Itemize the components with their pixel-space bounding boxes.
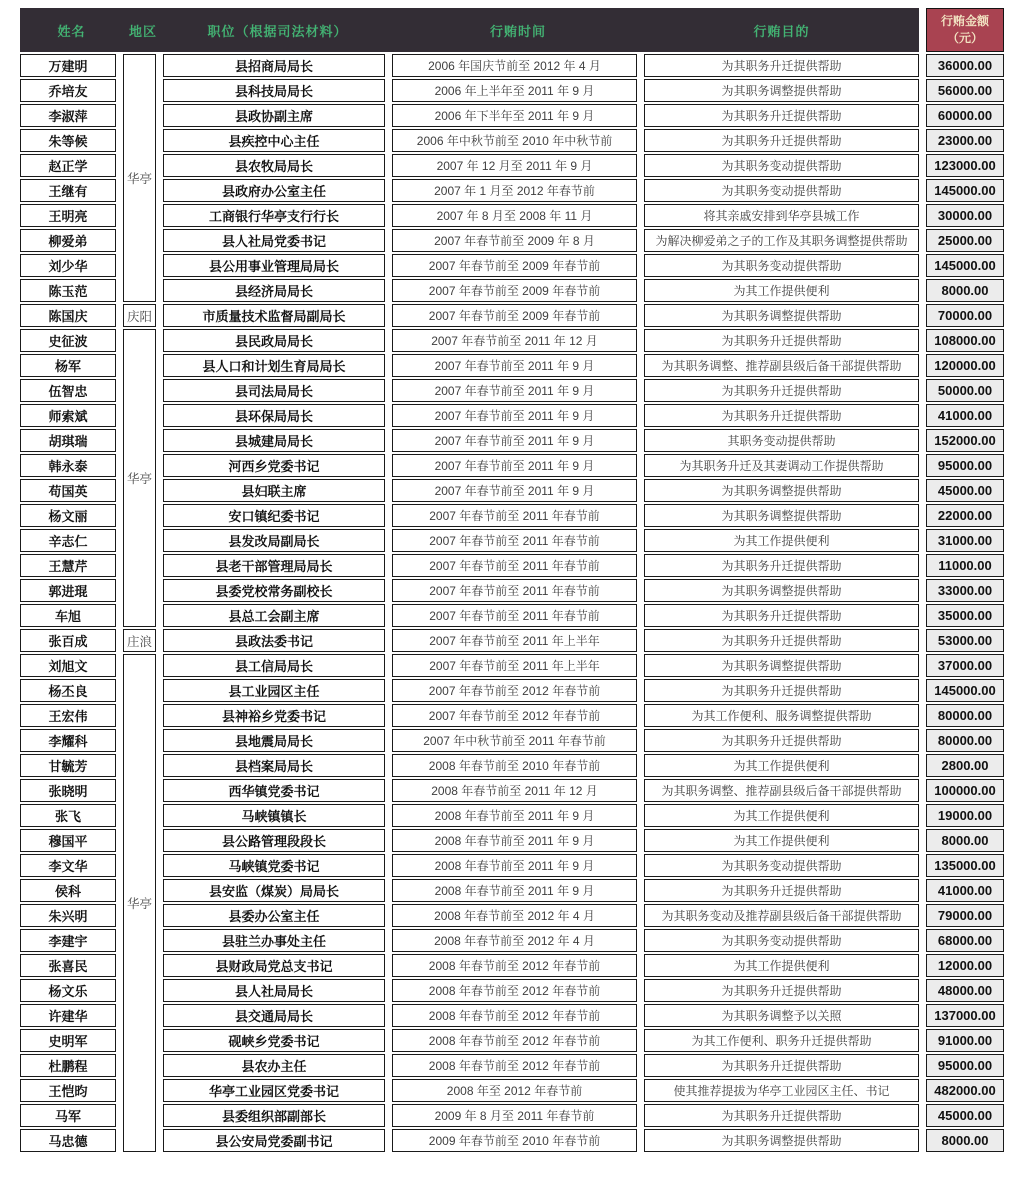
position-cell: 县人口和计划生育局局长 <box>163 354 385 377</box>
purpose-cell: 为解决柳爱弟之子的工作及其职务调整提供帮助 <box>644 229 919 252</box>
position-cell: 县人社局党委书记 <box>163 229 385 252</box>
time-cell: 2008 年春节前至 2011 年 9 月 <box>392 829 637 852</box>
position-cell: 县档案局局长 <box>163 754 385 777</box>
name-cell: 刘少华 <box>20 254 116 277</box>
name-cell: 李淑萍 <box>20 104 116 127</box>
bribery-table <box>20 8 1004 1152</box>
name-cell: 甘毓芳 <box>20 754 116 777</box>
amount-cell: 45000.00 <box>926 479 1004 502</box>
amount-cell: 33000.00 <box>926 579 1004 602</box>
name-cell: 张晓明 <box>20 779 116 802</box>
purpose-cell: 为其工作提供便利 <box>644 829 919 852</box>
purpose-cell: 为其职务变动提供帮助 <box>644 854 919 877</box>
name-cell: 苟国英 <box>20 479 116 502</box>
purpose-cell: 为其职务升迁提供帮助 <box>644 979 919 1002</box>
amount-cell: 2800.00 <box>926 754 1004 777</box>
amount-cell: 8000.00 <box>926 829 1004 852</box>
amount-cell: 123000.00 <box>926 154 1004 177</box>
amount-cell: 35000.00 <box>926 604 1004 627</box>
purpose-cell: 为其职务升迁提供帮助 <box>644 604 919 627</box>
amount-cell: 41000.00 <box>926 879 1004 902</box>
purpose-cell: 为其工作便利、服务调整提供帮助 <box>644 704 919 727</box>
amount-cell: 12000.00 <box>926 954 1004 977</box>
time-cell: 2007 年 1 月至 2012 年春节前 <box>392 179 637 202</box>
amount-cell: 56000.00 <box>926 79 1004 102</box>
time-cell: 2008 年春节前至 2012 年春节前 <box>392 954 637 977</box>
time-cell: 2008 年春节前至 2011 年 9 月 <box>392 804 637 827</box>
name-cell: 杨军 <box>20 354 116 377</box>
name-cell: 史征波 <box>20 329 116 352</box>
amount-cell: 8000.00 <box>926 279 1004 302</box>
time-cell: 2008 年春节前至 2012 年春节前 <box>392 1004 637 1027</box>
position-cell: 县政协副主席 <box>163 104 385 127</box>
region-cell: 华亭 <box>123 654 156 1152</box>
amount-cell: 80000.00 <box>926 704 1004 727</box>
name-cell: 李耀科 <box>20 729 116 752</box>
time-cell: 2008 年春节前至 2010 年春节前 <box>392 754 637 777</box>
table-header-bar <box>20 8 919 52</box>
amount-cell: 45000.00 <box>926 1104 1004 1127</box>
position-cell: 县疾控中心主任 <box>163 129 385 152</box>
name-cell: 郭进琨 <box>20 579 116 602</box>
purpose-cell: 为其职务变动及推荐副县级后备干部提供帮助 <box>644 904 919 927</box>
position-cell: 工商银行华亭支行行长 <box>163 204 385 227</box>
position-cell: 河西乡党委书记 <box>163 454 385 477</box>
purpose-cell: 使其推荐提拔为华亭工业园区主任、书记 <box>644 1079 919 1102</box>
purpose-cell: 为其职务调整、推荐副县级后备干部提供帮助 <box>644 779 919 802</box>
name-cell: 杨丕良 <box>20 679 116 702</box>
amount-cell: 91000.00 <box>926 1029 1004 1052</box>
amount-cell: 50000.00 <box>926 379 1004 402</box>
name-cell: 穆国平 <box>20 829 116 852</box>
purpose-cell: 为其职务升迁及其妻调动工作提供帮助 <box>644 454 919 477</box>
purpose-cell: 为其职务升迁提供帮助 <box>644 554 919 577</box>
position-cell: 安口镇纪委书记 <box>163 504 385 527</box>
purpose-cell: 为其职务变动提供帮助 <box>644 929 919 952</box>
time-cell: 2007 年春节前至 2011 年 9 月 <box>392 429 637 452</box>
column-header-name: 姓名 <box>57 23 86 39</box>
amount-cell: 53000.00 <box>926 629 1004 652</box>
purpose-cell: 为其职务升迁提供帮助 <box>644 1104 919 1127</box>
time-cell: 2007 年 12 月至 2011 年 9 月 <box>392 154 637 177</box>
position-cell: 县神裕乡党委书记 <box>163 704 385 727</box>
purpose-cell: 其职务变动提供帮助 <box>644 429 919 452</box>
time-cell: 2008 年春节前至 2011 年 9 月 <box>392 879 637 902</box>
time-cell: 2007 年春节前至 2011 年 9 月 <box>392 454 637 477</box>
amount-cell: 60000.00 <box>926 104 1004 127</box>
position-cell: 县地震局局长 <box>163 729 385 752</box>
time-cell: 2009 年 8 月至 2011 年春节前 <box>392 1104 637 1127</box>
name-cell: 王明亮 <box>20 204 116 227</box>
purpose-cell: 为其职务升迁提供帮助 <box>644 629 919 652</box>
region-cell: 华亭 <box>123 54 156 302</box>
time-cell: 2007 年春节前至 2009 年春节前 <box>392 304 637 327</box>
position-cell: 县政法委书记 <box>163 629 385 652</box>
purpose-cell: 为其职务调整提供帮助 <box>644 504 919 527</box>
name-cell: 柳爱弟 <box>20 229 116 252</box>
purpose-cell: 为其职务调整、推荐副县级后备干部提供帮助 <box>644 354 919 377</box>
amount-cell: 95000.00 <box>926 454 1004 477</box>
name-cell: 史明军 <box>20 1029 116 1052</box>
amount-cell: 95000.00 <box>926 1054 1004 1077</box>
position-cell: 市质量技术监督局副局长 <box>163 304 385 327</box>
purpose-cell: 为其工作提供便利 <box>644 804 919 827</box>
name-cell: 杨文丽 <box>20 504 116 527</box>
amount-cell: 79000.00 <box>926 904 1004 927</box>
position-cell: 县农办主任 <box>163 1054 385 1077</box>
name-cell: 辛志仁 <box>20 529 116 552</box>
name-cell: 张喜民 <box>20 954 116 977</box>
time-cell: 2007 年春节前至 2012 年春节前 <box>392 679 637 702</box>
time-cell: 2007 年春节前至 2011 年春节前 <box>392 604 637 627</box>
time-cell: 2008 年春节前至 2012 年春节前 <box>392 1029 637 1052</box>
position-cell: 西华镇党委书记 <box>163 779 385 802</box>
time-cell: 2008 年春节前至 2012 年 4 月 <box>392 929 637 952</box>
name-cell: 张飞 <box>20 804 116 827</box>
name-cell: 胡琪瑞 <box>20 429 116 452</box>
name-cell: 侯科 <box>20 879 116 902</box>
position-cell: 县委党校常务副校长 <box>163 579 385 602</box>
amount-cell: 135000.00 <box>926 854 1004 877</box>
amount-cell: 25000.00 <box>926 229 1004 252</box>
amount-cell: 41000.00 <box>926 404 1004 427</box>
name-cell: 陈国庆 <box>20 304 116 327</box>
time-cell: 2007 年春节前至 2011 年 9 月 <box>392 354 637 377</box>
name-cell: 王恺昀 <box>20 1079 116 1102</box>
name-cell: 伍智忠 <box>20 379 116 402</box>
name-cell: 乔培友 <box>20 79 116 102</box>
time-cell: 2007 年春节前至 2012 年春节前 <box>392 704 637 727</box>
purpose-cell: 为其职务升迁提供帮助 <box>644 329 919 352</box>
position-cell: 县财政局党总支书记 <box>163 954 385 977</box>
time-cell: 2008 年春节前至 2011 年 9 月 <box>392 854 637 877</box>
name-cell: 刘旭文 <box>20 654 116 677</box>
column-header-position: 职位（根据司法材料） <box>207 23 348 39</box>
amount-cell: 145000.00 <box>926 179 1004 202</box>
position-cell: 县公路管理段段长 <box>163 829 385 852</box>
time-cell: 2007 年春节前至 2011 年春节前 <box>392 504 637 527</box>
position-cell: 砚峡乡党委书记 <box>163 1029 385 1052</box>
position-cell: 县老干部管理局局长 <box>163 554 385 577</box>
time-cell: 2006 年上半年至 2011 年 9 月 <box>392 79 637 102</box>
position-cell: 县环保局局长 <box>163 404 385 427</box>
purpose-cell: 为其职务升迁提供帮助 <box>644 729 919 752</box>
name-cell: 杜鹏程 <box>20 1054 116 1077</box>
position-cell: 县科技局局长 <box>163 79 385 102</box>
purpose-cell: 为其职务升迁提供帮助 <box>644 879 919 902</box>
amount-cell: 19000.00 <box>926 804 1004 827</box>
time-cell: 2006 年国庆节前至 2012 年 4 月 <box>392 54 637 77</box>
position-cell: 县司法局局长 <box>163 379 385 402</box>
name-cell: 王慧芹 <box>20 554 116 577</box>
position-cell: 县委办公室主任 <box>163 904 385 927</box>
purpose-cell: 为其职务调整提供帮助 <box>644 479 919 502</box>
time-cell: 2006 年中秋节前至 2010 年中秋节前 <box>392 129 637 152</box>
time-cell: 2007 年春节前至 2011 年春节前 <box>392 554 637 577</box>
amount-cell: 36000.00 <box>926 54 1004 77</box>
amount-cell: 152000.00 <box>926 429 1004 452</box>
name-cell: 张百成 <box>20 629 116 652</box>
position-cell: 县发改局副局长 <box>163 529 385 552</box>
amount-cell: 37000.00 <box>926 654 1004 677</box>
amount-cell: 108000.00 <box>926 329 1004 352</box>
purpose-cell: 为其职务调整提供帮助 <box>644 1129 919 1152</box>
position-cell: 马峡镇镇长 <box>163 804 385 827</box>
name-cell: 王宏伟 <box>20 704 116 727</box>
amount-cell: 48000.00 <box>926 979 1004 1002</box>
purpose-cell: 为其工作提供便利 <box>644 529 919 552</box>
time-cell: 2007 年春节前至 2011 年春节前 <box>392 529 637 552</box>
time-cell: 2007 年春节前至 2011 年上半年 <box>392 654 637 677</box>
purpose-cell: 为其职务调整提供帮助 <box>644 304 919 327</box>
purpose-cell: 为其工作提供便利 <box>644 954 919 977</box>
amount-cell: 145000.00 <box>926 254 1004 277</box>
name-cell: 赵正学 <box>20 154 116 177</box>
time-cell: 2009 年春节前至 2010 年春节前 <box>392 1129 637 1152</box>
amount-cell: 11000.00 <box>926 554 1004 577</box>
position-cell: 马峡镇党委书记 <box>163 854 385 877</box>
purpose-cell: 为其职务调整予以关照 <box>644 1004 919 1027</box>
column-header-time: 行贿时间 <box>489 23 546 39</box>
amount-cell: 100000.00 <box>926 779 1004 802</box>
position-cell: 县委组织部副部长 <box>163 1104 385 1127</box>
name-cell: 陈玉范 <box>20 279 116 302</box>
amount-cell: 30000.00 <box>926 204 1004 227</box>
time-cell: 2007 年春节前至 2009 年春节前 <box>392 279 637 302</box>
amount-cell: 120000.00 <box>926 354 1004 377</box>
purpose-cell: 为其职务升迁提供帮助 <box>644 679 919 702</box>
position-cell: 县民政局局长 <box>163 329 385 352</box>
amount-cell: 8000.00 <box>926 1129 1004 1152</box>
purpose-cell: 为其职务调整提供帮助 <box>644 579 919 602</box>
time-cell: 2007 年春节前至 2011 年 9 月 <box>392 404 637 427</box>
time-cell: 2007 年中秋节前至 2011 年春节前 <box>392 729 637 752</box>
position-cell: 县城建局局长 <box>163 429 385 452</box>
amount-cell: 80000.00 <box>926 729 1004 752</box>
amount-cell: 145000.00 <box>926 679 1004 702</box>
time-cell: 2007 年春节前至 2011 年春节前 <box>392 579 637 602</box>
name-cell: 车旭 <box>20 604 116 627</box>
name-cell: 朱等候 <box>20 129 116 152</box>
purpose-cell: 为其职务升迁提供帮助 <box>644 379 919 402</box>
time-cell: 2007 年春节前至 2011 年 9 月 <box>392 479 637 502</box>
position-cell: 华亭工业园区党委书记 <box>163 1079 385 1102</box>
amount-cell: 23000.00 <box>926 129 1004 152</box>
position-cell: 县工业园区主任 <box>163 679 385 702</box>
purpose-cell: 为其职务调整提供帮助 <box>644 654 919 677</box>
name-cell: 韩永泰 <box>20 454 116 477</box>
amount-cell: 482000.00 <box>926 1079 1004 1102</box>
position-cell: 县总工会副主席 <box>163 604 385 627</box>
amount-cell: 31000.00 <box>926 529 1004 552</box>
name-cell: 马军 <box>20 1104 116 1127</box>
amount-cell: 70000.00 <box>926 304 1004 327</box>
position-cell: 县人社局局长 <box>163 979 385 1002</box>
region-cell: 庆阳 <box>123 304 156 327</box>
column-header-amount <box>926 8 1004 52</box>
time-cell: 2007 年春节前至 2009 年 8 月 <box>392 229 637 252</box>
purpose-cell: 为其职务升迁提供帮助 <box>644 404 919 427</box>
name-cell: 李文华 <box>20 854 116 877</box>
amount-cell: 68000.00 <box>926 929 1004 952</box>
purpose-cell: 为其职务升迁提供帮助 <box>644 104 919 127</box>
purpose-cell: 为其职务变动提供帮助 <box>644 179 919 202</box>
time-cell: 2007 年春节前至 2011 年 9 月 <box>392 379 637 402</box>
time-cell: 2007 年春节前至 2009 年春节前 <box>392 254 637 277</box>
name-cell: 李建宇 <box>20 929 116 952</box>
purpose-cell: 为其工作提供便利 <box>644 279 919 302</box>
region-cell: 华亭 <box>123 329 156 627</box>
position-cell: 县妇联主席 <box>163 479 385 502</box>
position-cell: 县工信局局长 <box>163 654 385 677</box>
column-header-region: 地区 <box>128 23 157 39</box>
amount-cell: 22000.00 <box>926 504 1004 527</box>
position-cell: 县安监（煤炭）局局长 <box>163 879 385 902</box>
position-cell: 县驻兰办事处主任 <box>163 929 385 952</box>
purpose-cell: 将其亲戚安排到华亭县城工作 <box>644 204 919 227</box>
name-cell: 许建华 <box>20 1004 116 1027</box>
purpose-cell: 为其职务升迁提供帮助 <box>644 1054 919 1077</box>
position-cell: 县政府办公室主任 <box>163 179 385 202</box>
name-cell: 万建明 <box>20 54 116 77</box>
time-cell: 2007 年 8 月至 2008 年 11 月 <box>392 204 637 227</box>
time-cell: 2008 年春节前至 2012 年春节前 <box>392 1054 637 1077</box>
position-cell: 县交通局局长 <box>163 1004 385 1027</box>
purpose-cell: 为其工作便利、职务升迁提供帮助 <box>644 1029 919 1052</box>
position-cell: 县公安局党委副书记 <box>163 1129 385 1152</box>
amount-header-line1: 行贿金额 <box>940 13 989 28</box>
name-cell: 朱兴明 <box>20 904 116 927</box>
position-cell: 县招商局局长 <box>163 54 385 77</box>
purpose-cell: 为其职务升迁提供帮助 <box>644 129 919 152</box>
name-cell: 杨文乐 <box>20 979 116 1002</box>
time-cell: 2008 年至 2012 年春节前 <box>392 1079 637 1102</box>
name-cell: 王继有 <box>20 179 116 202</box>
column-header-purpose: 行贿目的 <box>753 23 810 39</box>
time-cell: 2008 年春节前至 2011 年 12 月 <box>392 779 637 802</box>
time-cell: 2007 年春节前至 2011 年上半年 <box>392 629 637 652</box>
purpose-cell: 为其职务变动提供帮助 <box>644 154 919 177</box>
amount-header-line2: （元） <box>946 31 983 45</box>
purpose-cell: 为其工作提供便利 <box>644 754 919 777</box>
name-cell: 师索斌 <box>20 404 116 427</box>
region-cell: 庄浪 <box>123 629 156 652</box>
purpose-cell: 为其职务升迁提供帮助 <box>644 54 919 77</box>
time-cell: 2007 年春节前至 2011 年 12 月 <box>392 329 637 352</box>
time-cell: 2008 年春节前至 2012 年春节前 <box>392 979 637 1002</box>
time-cell: 2006 年下半年至 2011 年 9 月 <box>392 104 637 127</box>
position-cell: 县经济局局长 <box>163 279 385 302</box>
amount-cell: 137000.00 <box>926 1004 1004 1027</box>
purpose-cell: 为其职务调整提供帮助 <box>644 79 919 102</box>
purpose-cell: 为其职务变动提供帮助 <box>644 254 919 277</box>
position-cell: 县农牧局局长 <box>163 154 385 177</box>
position-cell: 县公用事业管理局局长 <box>163 254 385 277</box>
name-cell: 马忠德 <box>20 1129 116 1152</box>
time-cell: 2008 年春节前至 2012 年 4 月 <box>392 904 637 927</box>
